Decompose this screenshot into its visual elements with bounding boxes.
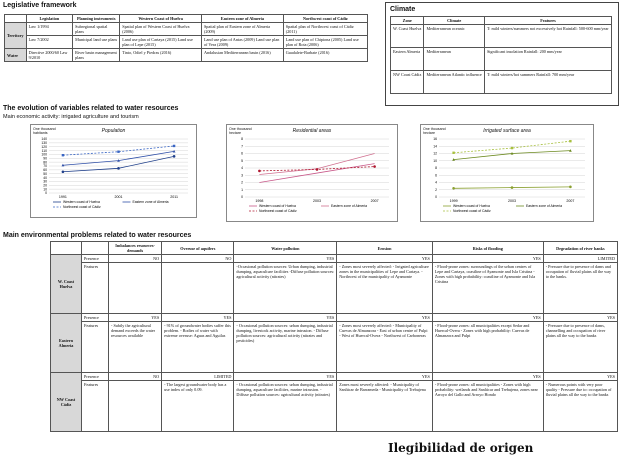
leg-cell: Andalusian Mediterranean basin (2016): [201, 49, 283, 62]
chart-ytick: 0: [45, 191, 47, 196]
features-value: - Numerous points with very poor quality - Pressure due to: occupation of fluvial plains all the way to the banks: [543, 381, 617, 432]
chart-ylabel: One thousand habitants: [33, 127, 56, 135]
climate-row: [391, 48, 612, 71]
chart-ytick: 8: [435, 166, 437, 171]
chart-ytick: 2: [241, 180, 243, 185]
chart-ytick: 80: [43, 160, 47, 165]
chart-ytick: 0: [435, 195, 437, 200]
chart-ytick: 5: [241, 158, 243, 163]
presence-value: YES: [337, 255, 433, 263]
problems-features-row: [51, 263, 618, 314]
presence-label: Presence: [82, 255, 109, 263]
problems-header-1: [82, 242, 109, 255]
problems-presence-row: [51, 255, 618, 263]
chart-xtick: 2007: [370, 199, 379, 203]
chart-xtick: 2003: [313, 199, 321, 203]
features-value: - Occasional pollution sources: urban dumping, industrial dumping, aquaculture facilities, marine intrusion. - Diffuse pollution sources: agricultural activity (nitrates): [234, 381, 337, 432]
chart-xtick: 2007: [566, 199, 575, 203]
chart-title: Residential areas: [292, 128, 332, 134]
chart-ylabel: One thousand hectare: [229, 127, 252, 135]
legend-label: Western coast of Huelva: [259, 204, 296, 209]
chart-xtick: 2003: [508, 199, 516, 203]
chart-series-line: [259, 154, 374, 175]
chart-ylabel: One thousand hectare: [423, 127, 446, 135]
leg-cell: Law 1/1994: [26, 23, 73, 36]
legend-label: Western coast of Huelva: [63, 200, 100, 205]
chart-point: [173, 155, 176, 158]
chart-point: [316, 168, 319, 171]
chart-ytick: 110: [41, 148, 47, 153]
problems-table: [50, 241, 618, 432]
presence-value: YES: [543, 373, 617, 381]
climate-cell: Eastern Almeria: [391, 48, 424, 71]
features-value: - 91% of groundwater bodies suffer this problem. - Bodies of water with extreme overuse: Aguas and Aguilas: [162, 322, 234, 373]
problems-features-row: [51, 381, 618, 432]
chart-point: [569, 140, 571, 142]
residential-chart: [226, 124, 398, 222]
presence-value: NO: [109, 373, 162, 381]
problems-header-2: Imbalances resources-demands: [109, 242, 162, 255]
chart-ytick: 2: [435, 187, 437, 192]
features-value: - Flood-prone zones: surroundings of the urban centres of Lepe and Cartaya, coastline of Ayamonte and Isla Cristina - Zones with high probability: coastline of Ayamonte and Isla Cristina: [432, 263, 543, 314]
legend-label: Western coast of Huelva: [453, 204, 490, 209]
legislative-title: Legislative framework: [3, 2, 77, 9]
chart-title: Irrigated surface area: [483, 128, 531, 134]
chart-ytick: 40: [43, 175, 47, 180]
chart-point: [173, 145, 175, 147]
features-value: - Pressure due to presence of dams and occupation of fluvial plains all the way to the banks.: [543, 263, 617, 314]
chart-series-line: [454, 151, 571, 160]
chart-ytick: 20: [43, 183, 47, 188]
features-value: - Pressure due to presence of dams, channelling and occupation of river plains all the way to the banks: [543, 322, 617, 373]
leg-row: [5, 36, 368, 49]
chart-xtick: 2011: [170, 195, 178, 199]
problems-header-6: Risks of flooding: [432, 242, 543, 255]
chart-ytick: 140: [41, 137, 47, 142]
chart-ytick: 7: [241, 144, 243, 149]
leg-header-3: Western Coast of Huelva: [120, 15, 202, 23]
chart-ytick: 16: [433, 137, 437, 142]
leg-cell: Land use plan of Chipiona (2005) Land use plan of Rota (2006): [283, 36, 367, 49]
chart-xtick: 1991: [58, 195, 67, 199]
chart-ytick: 6: [435, 173, 437, 178]
features-value: - Zones most severely affected: - Municipality of Cuevas de Almanzora - East of urban centre of Pulpi - West of Huercal-Overa - Northwest of Carboneras: [337, 322, 433, 373]
presence-value: YES: [337, 373, 433, 381]
problems-zone: Eastern Almeria: [51, 314, 82, 373]
presence-value: LIMITED: [162, 373, 234, 381]
chart-ytick: 3: [241, 173, 243, 178]
leg-header-0: [5, 15, 27, 23]
chart-ytick: 50: [43, 171, 47, 176]
features-value: - Flood-prone zones: all municipalities except Sedar and Huercal-Overa - Zones with high probability: Cuevas de Almanzora and Pulpi: [432, 322, 543, 373]
chart-svg: [421, 125, 593, 221]
legend-label: Eastern zone of Almeria: [526, 204, 562, 209]
population-chart: [30, 124, 197, 218]
problems-header-0: [51, 242, 82, 255]
features-label: Features: [82, 381, 109, 432]
chart-ytick: 0: [241, 195, 243, 200]
leg-cell: Land use plan of Antas (2009) Land use plan of Vera (2009): [201, 36, 283, 49]
leg-cell: Law 7/2002: [26, 36, 73, 49]
chart-ytick: 100: [41, 152, 47, 157]
climate-table: [390, 16, 612, 94]
climate-cell: Significant insolation Rainfall: 200 mm/year: [484, 48, 611, 71]
climate-header-1: Climate: [424, 17, 485, 25]
problems-features-row: [51, 322, 618, 373]
leg-header-5: Northwest coast of Cádiz: [283, 15, 367, 23]
chart-ytick: 4: [241, 166, 243, 171]
climate-title: Climate: [390, 6, 416, 13]
legend-label: Eastern zone of Almeria: [331, 204, 367, 209]
features-value: -Occasional pollution sources: Urban dumping, industrial dumping, aquaculture facilities -Diffuse pollution sources: agricultural activity (nitrates): [234, 263, 337, 314]
features-value: - Zones most severely affected: - Irrigated agriculture zones in the municipalities of Lepe and Cartaya. - Northwest of the municipality of Ayamonte: [337, 263, 433, 314]
evolution-subtitle: Main economic activity: irrigated agriculture and tourism: [3, 114, 139, 120]
features-value: Zones most severely affected: - Municipality of Sanlúcar de Barrameda - Municipality of Trebujena: [337, 381, 433, 432]
chart-ytick: 70: [43, 164, 47, 169]
climate-cell: T: mild winters/summers not excessively hot Rainfall: 500-600 mm/year: [484, 25, 611, 48]
chart-point: [373, 165, 376, 168]
chart-xtick: 1998: [255, 199, 264, 203]
chart-ytick: 120: [41, 144, 47, 149]
leg-group: Water: [5, 49, 27, 62]
presence-value: YES: [337, 314, 433, 322]
leg-cell: Directive 2000/60 Law 9/2010: [26, 49, 73, 62]
chart-ytick: 10: [43, 187, 47, 192]
climate-cell: T: mild winters/hot summers Rainfall: 700 mm/year: [484, 71, 611, 94]
climate-cell: Mediterranean oceanic: [424, 25, 485, 48]
chart-xtick: 2001: [114, 195, 123, 199]
caption: Ilegibilidad de origen: [388, 441, 534, 455]
leg-header-4: Eastern zone of Almeria: [201, 15, 283, 23]
problems-presence-row: [51, 373, 618, 381]
chart-ytick: 6: [241, 151, 243, 156]
leg-cell: Subregional spatial plans: [73, 23, 120, 36]
presence-value: YES: [234, 314, 337, 322]
features-value: - The largest groundwater body has a use index of only 0.09.: [162, 381, 234, 432]
problems-header-7: Degradation of river banks: [543, 242, 617, 255]
presence-value: YES: [543, 314, 617, 322]
features-value: - Flood-prone zones: all municipalities - Zones with high probability: wetlands and Sanlúcar and Trebujena, zones near Arroyo del Gallo and Arroyo Hondo: [432, 381, 543, 432]
presence-value: YES: [109, 314, 162, 322]
legend-label: Northwest coast of Cádiz: [453, 209, 491, 214]
features-value: [109, 263, 162, 314]
leg-cell: River basin management plans: [73, 49, 120, 62]
chart-svg: [31, 125, 196, 217]
chart-point: [117, 151, 119, 153]
chart-point: [258, 170, 261, 173]
chart-ytick: 90: [43, 156, 47, 161]
features-value: - Occasional pollution sources: urban dumping, industrial dumping, livestock activity, marine intrusion. - Diffuse pollution sources: agricultural activity (nitrates and pesticides): [234, 322, 337, 373]
climate-row: [391, 71, 612, 94]
chart-ytick: 10: [433, 158, 437, 163]
presence-value: YES: [432, 255, 543, 263]
chart-ytick: 12: [433, 151, 437, 156]
chart-ytick: 30: [43, 179, 47, 184]
chart-point: [117, 167, 120, 170]
problems-zone: W. Coast Huelva: [51, 255, 82, 314]
features-value: - Subtly the agricultural demand exceeds the water resources available: [109, 322, 162, 373]
chart-svg: [227, 125, 397, 221]
presence-label: Presence: [82, 373, 109, 381]
leg-cell: Guadalete-Barbate (2016): [283, 49, 367, 62]
presence-value: NO: [109, 255, 162, 263]
legend-label: Eastern zone of Almeria: [132, 200, 169, 205]
presence-label: Presence: [82, 314, 109, 322]
chart-ytick: 8: [241, 137, 243, 142]
presence-value: LIMITED: [543, 255, 617, 263]
chart-ytick: 14: [433, 144, 437, 149]
climate-row: [391, 25, 612, 48]
chart-ytick: 1: [241, 187, 243, 192]
climate-header-2: Features: [484, 17, 611, 25]
features-value: [162, 263, 234, 314]
legend-label: Northwest coast of Cádiz: [63, 205, 101, 210]
problems-title: Main environmental problems related to water resources: [3, 232, 192, 239]
leg-cell: Land use plan of Cartaya (2015) Land use plan of Lepe (2015): [120, 36, 202, 49]
leg-cell: Tinto, Odiel y Piedras (2016): [120, 49, 202, 62]
presence-value: NO: [162, 255, 234, 263]
chart-point: [452, 187, 455, 190]
climate-cell: Mediterranean: [424, 48, 485, 71]
presence-value: YES: [234, 255, 337, 263]
features-label: Features: [82, 322, 109, 373]
leg-row: [5, 23, 368, 36]
chart-ytick: 130: [41, 141, 47, 146]
leg-cell: Spatial plan of Northwest coast of Cádiz (2011): [283, 23, 367, 36]
climate-cell: NW Coast Cádiz: [391, 71, 424, 94]
features-label: Features: [82, 263, 109, 314]
irrigated-chart: [420, 124, 594, 222]
chart-point: [62, 154, 64, 156]
chart-ytick: 60: [43, 168, 47, 173]
leg-header-2: Planning instruments: [73, 15, 120, 23]
chart-point: [569, 186, 572, 189]
problems-header-5: Erosion: [337, 242, 433, 255]
presence-value: YES: [162, 314, 234, 322]
chart-point: [62, 170, 65, 173]
chart-point: [452, 152, 454, 154]
problems-zone: NW Coast Cádiz: [51, 373, 82, 432]
features-value: [109, 381, 162, 432]
leg-row: [5, 49, 368, 62]
leg-cell: Municipal land use plans: [73, 36, 120, 49]
climate-cell: Mediterranean Atlantic influence: [424, 71, 485, 94]
presence-value: YES: [432, 373, 543, 381]
climate-cell: W. Coast Huelva: [391, 25, 424, 48]
chart-point: [511, 147, 513, 149]
problems-header-4: Water pollution: [234, 242, 337, 255]
leg-group: Territory: [5, 23, 27, 49]
chart-title: Population: [101, 128, 126, 134]
chart-ytick: 4: [435, 180, 437, 185]
chart-point: [511, 186, 514, 189]
evolution-title: The evolution of variables related to water resources: [3, 105, 179, 112]
problems-header-3: Overuse of aquifers: [162, 242, 234, 255]
presence-value: YES: [432, 314, 543, 322]
chart-xtick: 1999: [449, 199, 458, 203]
leg-cell: Spatial plan of Eastern zone of Almeria (2009): [201, 23, 283, 36]
leg-header-1: Legislation: [26, 15, 73, 23]
leg-cell: Spatial plan of Western Coast of Huelva (2006): [120, 23, 202, 36]
presence-value: YES: [234, 373, 337, 381]
climate-header-0: Zone: [391, 17, 424, 25]
legislative-table: [4, 14, 368, 62]
legend-label: Northwest coast of Cádiz: [259, 209, 297, 214]
problems-presence-row: [51, 314, 618, 322]
